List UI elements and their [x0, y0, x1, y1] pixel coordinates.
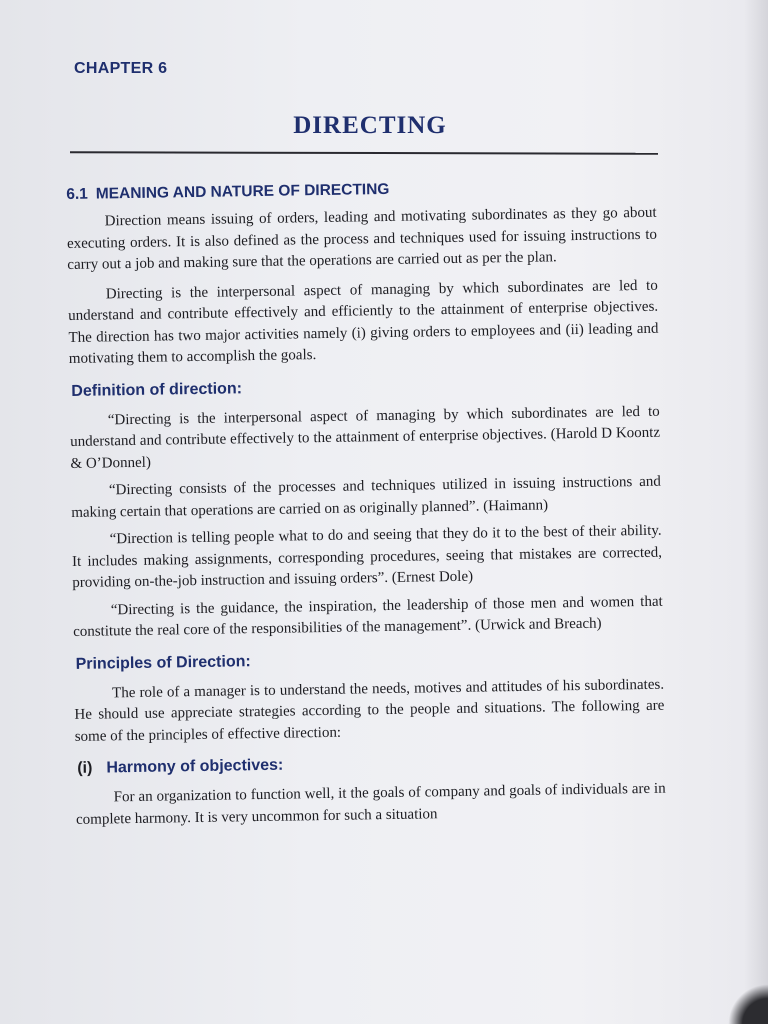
principle-heading-harmony — [77, 751, 665, 778]
principles-heading: Principles of Direction: — [75, 652, 251, 673]
chapter-label: CHAPTER 6 — [74, 60, 168, 77]
paragraph-meaning: Direction means issuing of orders, leading and motivating subordinates as they go about executing orders. It is also defined as the process and techniques used for issuing instructions to carry out a job and making sure that the operations are carried out as per the plan. — [66, 204, 658, 273]
title-divider — [70, 151, 658, 155]
section-number: 6.1 — [66, 185, 88, 203]
paragraph-harmony: For an organization to function well, it the goals of company and goals of individuals are in complete harmony. It is very uncommon for such a situation — [75, 780, 666, 828]
quote-koontz: “Directing is the interpersonal aspect of managing by which subordinates are led to understand and contribute effectively to the attainment of enterprise objectives. (Harold D Koontz & O’Donnel) — [70, 403, 661, 472]
chapter-title: DIRECTING — [293, 112, 447, 139]
page-corner-shadow — [728, 984, 768, 1024]
page-content — [66, 169, 666, 839]
principle-number: (i) — [77, 759, 93, 777]
quote-haimann: “Directing consists of the processes and techniques utilized in issuing instructions and making certain that operations are carried on as originally planned”. (Haimann) — [71, 473, 661, 521]
principle-title: Harmony of objectives: — [106, 756, 284, 777]
quote-dole: “Direction is telling people what to do and seeing that they do it to the best of their ability. It includes making assignments, corresponding procedures, seeing that mistakes are corrected, providing on-the-job instruction and issuing orders”. (Ernest Dole) — [71, 522, 663, 591]
page-edge-shadow — [744, 0, 768, 1024]
quote-urwick: “Directing is the guidance, the inspiration, the leadership of those men and women that constitute the real core of the responsibilities of the management”. (Urwick and Breach) — [73, 593, 663, 640]
paragraph-principles: The role of a manager is to understand the needs, motives and attitudes of his subordinates. He should use appreciate strategies according to the people and situations. The following are some of the principles of effective direction: — [74, 676, 665, 745]
paragraph-interpersonal: Directing is the interpersonal aspect of managing by which subordinates are led to understand and contribute effectively and efficiently to the attainment of enterprise objectives. The direction has two major activities namely (i) giving orders to employees and (ii) leading and motivating them to accomplish the goals. — [68, 277, 659, 367]
definition-heading: Definition of direction: — [71, 379, 243, 400]
section-heading-6-1 — [66, 177, 656, 204]
section-title: MEANING AND NATURE OF DIRECTING — [95, 180, 390, 203]
